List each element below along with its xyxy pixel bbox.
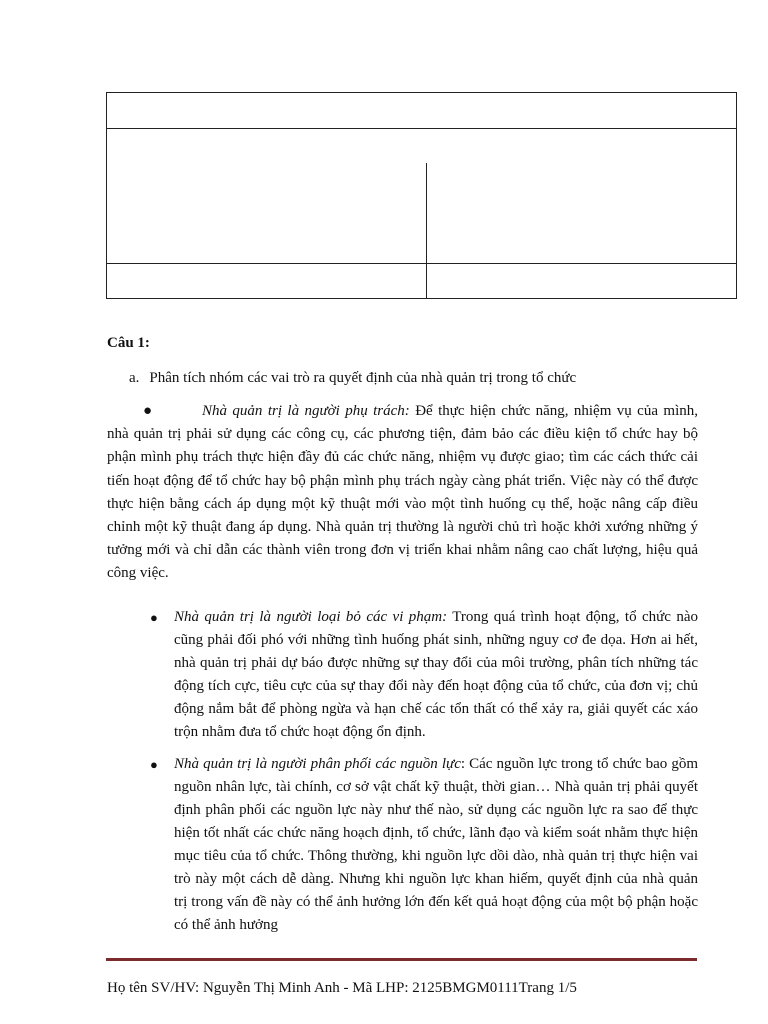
list-item-text (174, 606, 698, 744)
bullet-icon: ● (143, 403, 153, 419)
header-table-row-divider (107, 263, 736, 264)
list-item-lead: Nhà quản trị là người loại bỏ các vi phạm: (174, 609, 448, 625)
section-title: Câu 1: (107, 335, 150, 351)
list-item (150, 753, 698, 937)
list-item-body: Trong quá trình hoạt động, tổ chức nào cũng phải đối phó với những tình huống phát sinh, những nguy cơ đe dọa. Hơn ai hết, nhà quản trị phải dự báo được những sự thay đổi của môi trường, phân tích những tác động tích cực, tiêu cực của sự thay đổi này đến hoạt động của tổ chức, của đơn vị; chủ động nắm bắt để phòng ngừa và hạn chế các tổn thất có thể xảy ra, giải quyết các xáo trộn nhằm đưa tổ chức hoạt động ổn định. (174, 609, 698, 740)
header-table (106, 92, 737, 299)
paragraph-person-in-charge (107, 400, 698, 586)
bullet-icon: ● (150, 610, 158, 625)
item-a-text: Phân tích nhóm các vai trò ra quyết định của nhà quản trị trong tổ chức (149, 370, 577, 386)
header-table-column-divider (426, 163, 427, 299)
list-item (150, 606, 698, 744)
header-table-row1 (107, 93, 736, 129)
list-item-text (174, 753, 698, 937)
paragraph-lead: Nhà quản trị là người phụ trách: (202, 403, 410, 419)
paragraph-body: Để thực hiện chức năng, nhiệm vụ của mình, nhà quản trị phải sử dụng các công cụ, các phương tiện, đảm bảo các điều kiện tổ chức hay bộ phận mình phụ trách thực hiện đầy đủ các chức năng, nhiệm vụ được giao; tìm các cách thức cải tiến hoạt động để tổ chức hay bộ phận mình phụ trách ngày càng phát triển. Việc này có thể được thực hiện bằng cách áp dụng một kỹ thuật mới vào một tình huống cụ thể, hoặc nâng cấp điều chỉnh một kỹ thuật đang áp dụng. Nhà quản trị thường là người chủ trì hoặc khởi xướng những ý tưởng mới và chỉ dẫn các thành viên trong đơn vị triển khai nhằm nâng cao chất lượng, hiệu quả công việc. (107, 403, 698, 582)
bullet-icon: ● (150, 757, 158, 772)
list-item-body: : Các nguồn lực trong tổ chức bao gồm nguồn nhân lực, tài chính, cơ sở vật chất kỹ thuật, thời gian… Nhà quản trị phải quyết định phân phối các nguồn lực này như thế nào, sử dụng các nguồn lực ra sao để thực hiện tốt nhất các chức năng hoạch định, tổ chức, lãnh đạo và kiểm soát nhằm thực hiện mục tiêu của tổ chức. Thông thường, khi nguồn lực dồi dào, nhà quản trị thực hiện vai trò này một cách dễ dàng. Nhưng khi nguồn lực khan hiếm, quyết định của nhà quản trị trong vấn đề này có thể ảnh hưởng lớn đến kết quả hoạt động của một bộ phận hoặc có thể ảnh hưởng (174, 756, 698, 933)
page-footer: Họ tên SV/HV: Nguyễn Thị Minh Anh - Mã LHP: 2125BMGM0111Trang 1/5 (107, 980, 577, 996)
list-item-lead: Nhà quản trị là người phân phối các nguồn lực (174, 756, 461, 772)
footer-divider (106, 958, 697, 961)
item-a (129, 370, 576, 387)
item-a-label: a. (129, 370, 140, 386)
